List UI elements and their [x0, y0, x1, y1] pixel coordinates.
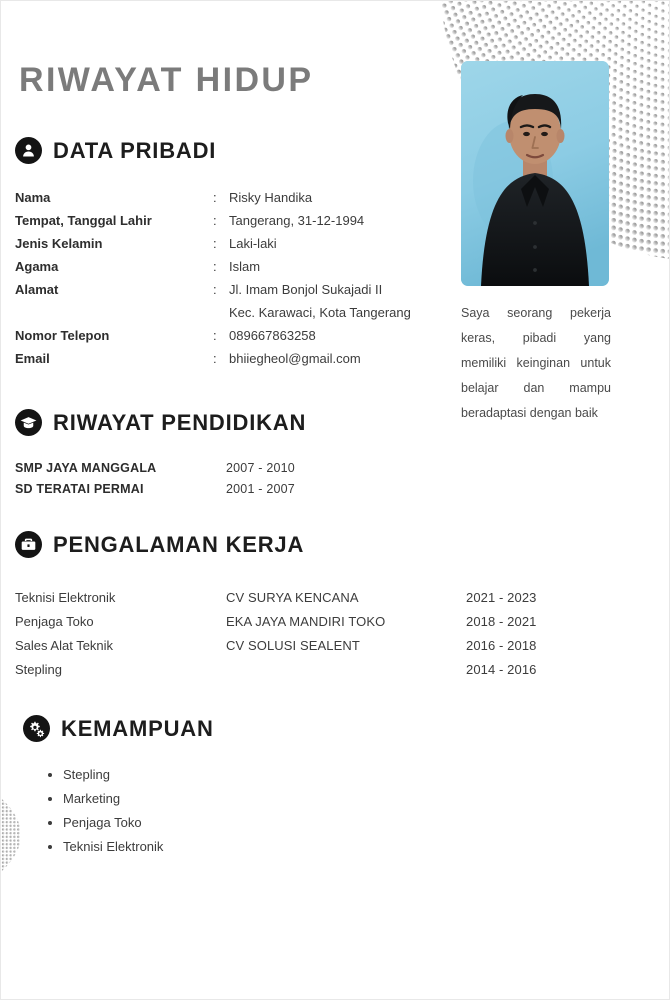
table-row — [15, 236, 445, 259]
experience-period: 2014 - 2016 — [466, 662, 537, 677]
graduation-cap-icon — [15, 409, 42, 436]
row-value: 089667863258 — [229, 328, 316, 343]
experience-period: 2016 - 2018 — [466, 638, 537, 653]
personal-data-body — [15, 190, 445, 374]
row-value: bhiiegheol@gmail.com — [229, 351, 361, 366]
gears-icon — [23, 715, 50, 742]
table-row — [15, 461, 295, 482]
education-years: 2001 - 2007 — [226, 482, 295, 496]
experience-company: CV SURYA KENCANA — [226, 590, 359, 605]
table-row — [15, 213, 445, 236]
row-label: Agama — [15, 259, 59, 274]
table-row — [15, 351, 445, 374]
row-value: Risky Handika — [229, 190, 313, 205]
row-separator: : — [213, 190, 217, 205]
experience-company: CV SOLUSI SEALENT — [226, 638, 360, 653]
experience-period: 2021 - 2023 — [466, 590, 537, 605]
table-row — [15, 638, 537, 662]
profile-summary: Saya seorang pekerja keras, pibadi yang memiliki keinginan untuk belajar dan mampu beradaptasi dengan baik — [461, 306, 611, 420]
table-row — [15, 614, 537, 638]
row-value: Islam — [229, 259, 261, 274]
experience-period: 2018 - 2021 — [466, 614, 537, 629]
section-title-education: RIWAYAT PENDIDIKAN — [53, 409, 307, 435]
row-separator: : — [213, 259, 217, 274]
row-separator: : — [213, 328, 217, 343]
row-separator: : — [213, 351, 217, 366]
education-table — [15, 461, 295, 503]
table-row — [15, 482, 295, 503]
experience-body — [15, 590, 537, 686]
section-title-experience: PENGALAMAN KERJA — [53, 531, 305, 557]
row-separator: : — [213, 282, 217, 297]
profile-photo — [461, 61, 609, 286]
row-label: Email — [15, 351, 50, 366]
list-item: • Stepling — [63, 767, 163, 791]
briefcase-icon — [15, 531, 42, 558]
experience-role: Teknisi Elektronik — [15, 590, 116, 605]
education-school: SMP JAYA MANGGALA — [15, 461, 157, 475]
table-row — [15, 662, 537, 686]
row-value: Laki-laki — [229, 236, 277, 251]
person-icon — [15, 137, 42, 164]
experience-table — [15, 590, 537, 686]
table-row — [15, 190, 445, 213]
section-heading-experience — [15, 531, 304, 558]
personal-data-table — [15, 190, 445, 374]
list-item: • Penjaga Toko — [63, 815, 163, 839]
section-title-skills: KEMAMPUAN — [61, 715, 214, 741]
table-row — [15, 259, 445, 282]
section-heading-skills — [23, 715, 214, 742]
row-separator: : — [213, 213, 217, 228]
row-value-line2: Kec. Karawaci, Kota Tangerang — [229, 305, 411, 320]
row-label: Nomor Telepon — [15, 328, 110, 343]
experience-role: Penjaga Toko — [15, 614, 94, 629]
row-value — [229, 282, 445, 328]
row-label: Tempat, Tanggal Lahir — [15, 213, 152, 228]
education-school: SD TERATAI PERMAI — [15, 482, 144, 496]
experience-company: EKA JAYA MANDIRI TOKO — [226, 614, 386, 629]
experience-role: Stepling — [15, 662, 62, 677]
row-value-line1: Jl. Imam Bonjol Sukajadi II — [229, 282, 383, 297]
list-item: • Marketing — [63, 791, 163, 815]
table-row — [15, 282, 445, 328]
dot-pattern-left — [0, 787, 35, 883]
table-row — [15, 590, 537, 614]
skills-list — [45, 767, 163, 863]
page-title: RIWAYAT HIDUP — [19, 61, 314, 99]
row-separator: : — [213, 236, 217, 251]
section-heading-education — [15, 409, 306, 436]
section-title-personal: DATA PRIBADI — [53, 137, 217, 163]
table-row — [15, 328, 445, 351]
row-label: Nama — [15, 190, 51, 205]
row-label: Alamat — [15, 282, 59, 297]
section-heading-personal — [15, 137, 216, 164]
education-body — [15, 461, 295, 503]
row-label: Jenis Kelamin — [15, 236, 103, 251]
education-years: 2007 - 2010 — [226, 461, 295, 475]
row-value: Tangerang, 31-12-1994 — [229, 213, 365, 228]
list-item: • Teknisi Elektronik — [63, 839, 163, 863]
experience-role: Sales Alat Teknik — [15, 638, 114, 653]
experience-company — [226, 662, 466, 686]
